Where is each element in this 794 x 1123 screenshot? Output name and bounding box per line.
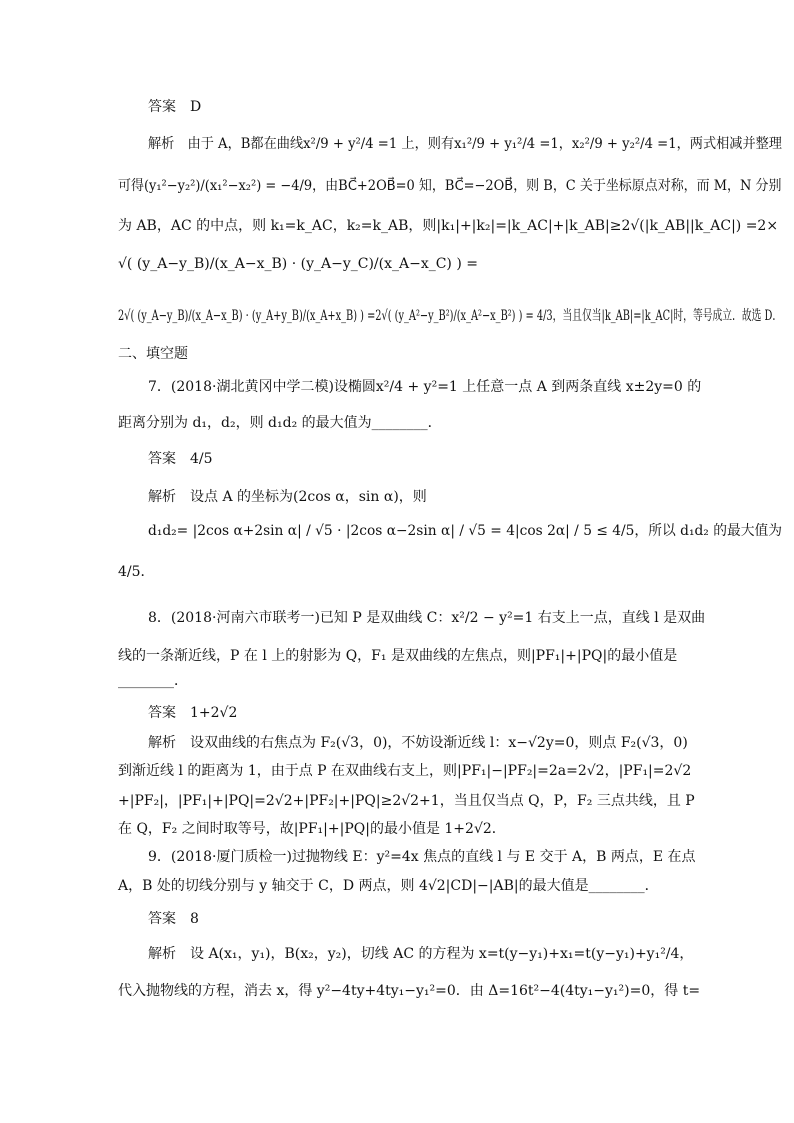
analysis-line: 可得(y₁²−y₂²)/(x₁²−x₂²) = −4/9，由BC⃗+2OB⃗=0 知，BC⃗=−2OB⃗，则 B，C 关于坐标原点对称，而 M，N 分别 — [118, 178, 782, 194]
analysis-line: 解析 由于 A，B都在曲线x²/9 + y²/4 =1 上，则有x₁²/9 + y₁²/4 =1，x₂²/9 + y₂²/4 =1，两式相减并整理 — [148, 136, 782, 152]
question-8-line: 线的一条渐近线，P 在 l 上的射影为 Q，F₁ 是双曲线的左焦点，则|PF₁|+|PQ|的最小值是 — [118, 648, 678, 664]
analysis-line: 2√( (y_A−y_B)/(x_A−x_B) · (y_A+y_B)/(x_A+x_B) ) =2√( (y_A²−y_B²)/(x_A²−x_B²) ) = 4/3，当且仅当|k_AB|=|k_AC|时，等号成立．故选 D． — [118, 308, 783, 324]
question-8-line: 8．(2018·河南六市联考一)已知 P 是双曲线 C：x²/2 − y²=1 右支上一点，直线 l 是双曲 — [148, 610, 706, 626]
answer-line: 答案 8 — [148, 911, 199, 927]
analysis-line: 在 Q，F₂ 之间时取等号，故|PF₁|+|PQ|的最小值是 1+2√2． — [118, 821, 506, 837]
answer-line: 答案 D — [148, 99, 202, 115]
question-7-line: 距离分别为 d₁，d₂，则 d₁d₂ 的最大值为________． — [118, 415, 442, 431]
analysis-line: √( (y_A−y_B)/(x_A−x_B) · (y_A−y_C)/(x_A−x_C) ) = — [118, 256, 478, 272]
analysis-line: 解析 设点 A 的坐标为(2cos α，sin α)，则 — [148, 489, 427, 505]
section-heading: 二、填空题 — [118, 346, 188, 362]
analysis-line: 解析 设双曲线的右焦点为 F₂(√3，0)，不妨设渐近线 l：x−√2y=0，则点 F₂(√3，0) — [148, 735, 688, 751]
answer-line: 答案 1+2√2 — [148, 705, 238, 721]
analysis-line: +|PF₂|，|PF₁|+|PQ|=2√2+|PF₂|+|PQ|≥2√2+1，当且仅当点 Q，P，F₂ 三点共线，且 P — [118, 793, 695, 809]
question-8-blank: ________． — [118, 673, 188, 689]
answer-line: 答案 4/5 — [148, 451, 213, 467]
question-9-line: A，B 处的切线分别与 y 轴交于 C，D 两点，则 4√2|CD|−|AB|的最大值是________． — [118, 878, 659, 894]
analysis-line: 为 AB，AC 的中点，则 k₁=k_AC，k₂=k_AB，则|k₁|+|k₂|=|k_AC|+|k_AB|≥2√(|k_AB||k_AC|) =2× — [118, 218, 779, 234]
analysis-line: d₁d₂= |2cos α+2sin α| / √5 · |2cos α−2sin α| / √5 = 4|cos 2α| / 5 ≤ 4/5，所以 d₁d₂ 的最大值为 — [148, 523, 783, 539]
question-9-line: 9．(2018·厦门质检一)过抛物线 E：y²=4x 焦点的直线 l 与 E 交于 A，B 两点，E 在点 — [148, 849, 696, 865]
analysis-line: 到渐近线 l 的距离为 1，由于点 P 在双曲线右支上，则|PF₁|−|PF₂|=2a=2√2，|PF₁|=2√2 — [118, 763, 692, 779]
question-7-line: 7．(2018·湖北黄冈中学二模)设椭圆x²/4 + y²=1 上任意一点 A 到两条直线 x±2y=0 的 — [148, 379, 702, 395]
analysis-line: 4/5． — [118, 564, 155, 580]
analysis-line: 解析 设 A(x₁，y₁)，B(x₂，y₂)，切线 AC 的方程为 x=t(y−y₁)+x₁=t(y−y₁)+y₁²/4， — [148, 946, 694, 962]
analysis-line: 代入抛物线的方程，消去 x，得 y²−4ty+4ty₁−y₁²=0．由 Δ=16t²−4(4ty₁−y₁²)=0，得 t= — [118, 983, 701, 999]
